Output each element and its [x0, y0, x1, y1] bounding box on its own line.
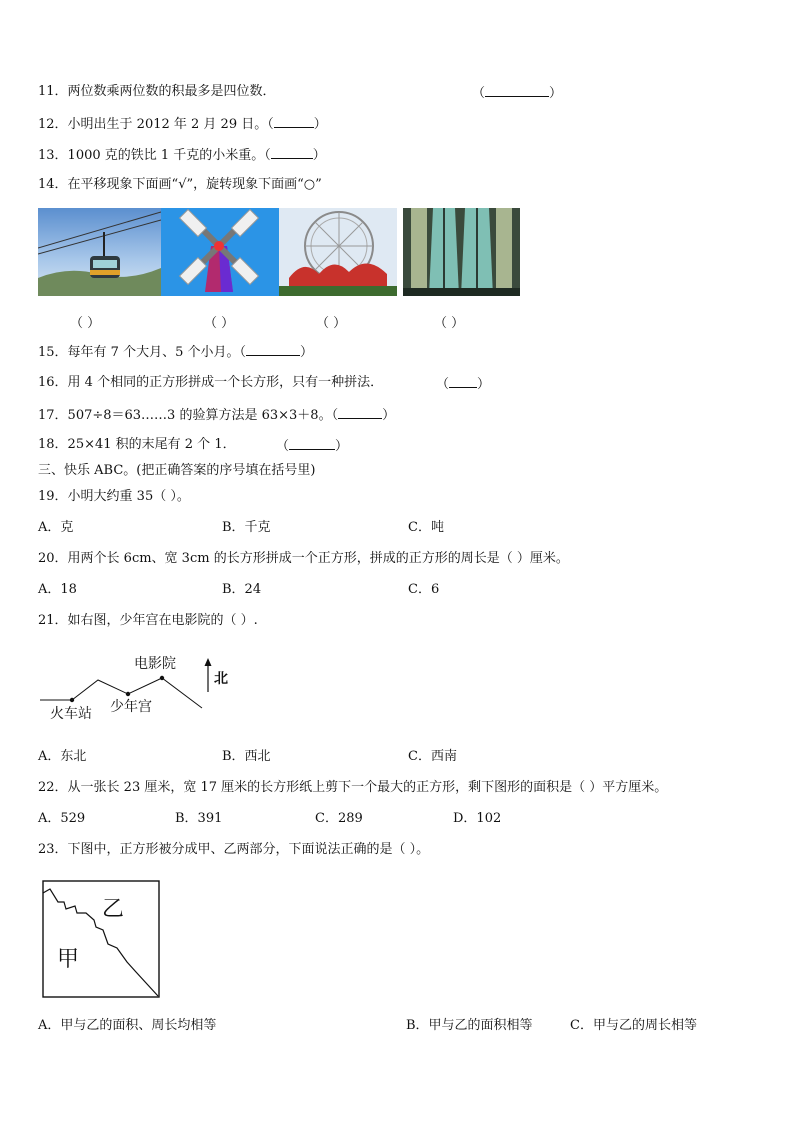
answer-blank-17[interactable] [338, 406, 382, 419]
answer-blank-12[interactable] [274, 115, 314, 128]
q23-option-b[interactable]: B．甲与乙的面积相等 [406, 1018, 533, 1033]
question-13: 13．1000 克的铁比 1 千克的小米重。（ ） [38, 148, 326, 163]
q21-option-b[interactable]: B．西北 [222, 749, 271, 764]
region-label-yi: 乙 [102, 897, 125, 922]
q23-option-a[interactable]: A．甲与乙的面积、周长均相等 [38, 1018, 217, 1033]
question-12: 12．小明出生于 2012 年 2 月 29 日。（ ） [38, 117, 327, 132]
q14-answer-2[interactable]: （ ） [204, 316, 235, 331]
map-label-north: 北 [214, 671, 228, 687]
region-label-jia: 甲 [57, 947, 80, 972]
answer-blank-11[interactable]: （ ） [472, 86, 563, 101]
question-19: 19．小明大约重 35（ ）。 [38, 489, 190, 504]
q21-option-a[interactable]: A．东北 [38, 749, 87, 764]
question-15: 15．每年有 7 个大月、5 个小月。（ ） [38, 345, 313, 360]
question-17: 17．507÷8＝63……3 的验算方法是 63×3＋8。（ ） [38, 408, 396, 423]
escalator-image [403, 208, 520, 296]
answer-blank-13[interactable] [271, 146, 313, 159]
q22-option-c[interactable]: C．289 [315, 811, 363, 826]
question-23: 23．下图中，正方形被分成甲、乙两部分，下面说法正确的是（ ）。 [38, 842, 430, 857]
question-14: 14．在平移现象下面画“√”，旋转现象下面画“○” [38, 177, 322, 192]
q20-option-a[interactable]: A．18 [38, 582, 77, 597]
map-label-cinema: 电影院 [134, 656, 176, 672]
q20-option-c[interactable]: C．6 [408, 582, 440, 597]
divided-square-figure [42, 880, 160, 998]
ferris-wheel-image [279, 208, 397, 296]
q22-option-b[interactable]: B．391 [175, 811, 223, 826]
answer-blank-16[interactable]: （ ） [436, 377, 491, 392]
map-label-station: 火车站 [50, 706, 92, 722]
question-16: 16．用 4 个相同的正方形拼成一个长方形，只有一种拼法． [38, 375, 384, 390]
windmill-image [161, 208, 279, 296]
palace-dot [126, 692, 130, 696]
cinema-dot [160, 676, 164, 680]
section-3-heading: 三、快乐 ABC。(把正确答案的序号填在括号里) [38, 463, 316, 478]
question-22: 22．从一张长 23 厘米，宽 17 厘米的长方形纸上剪下一个最大的正方形，剩下图形的面积是（ ）平方厘米。 [38, 780, 668, 795]
question-18: 18．25×41 积的末尾有 2 个 1． [38, 437, 236, 452]
question-11: 11．两位数乘两位数的积最多是四位数． [38, 84, 276, 99]
answer-blank-18[interactable]: （ ） [276, 439, 349, 454]
answer-blank-15[interactable] [246, 343, 300, 356]
q19-option-c[interactable]: C．吨 [408, 520, 444, 535]
map-label-palace: 少年宫 [110, 699, 152, 715]
q14-answer-1[interactable]: （ ） [70, 316, 101, 331]
station-dot [70, 698, 74, 702]
q20-option-b[interactable]: B．24 [222, 582, 262, 597]
q22-option-d[interactable]: D．102 [453, 811, 502, 826]
q19-option-b[interactable]: B．千克 [222, 520, 271, 535]
q14-answer-4[interactable]: （ ） [434, 316, 465, 331]
q23-option-c[interactable]: C．甲与乙的周长相等 [570, 1018, 697, 1033]
question-21: 21．如右图，少年宫在电影院的（ ）. [38, 613, 258, 628]
q19-option-a[interactable]: A．克 [38, 520, 74, 535]
q21-option-c[interactable]: C．西南 [408, 749, 457, 764]
q22-option-a[interactable]: A．529 [38, 811, 86, 826]
q14-answer-3[interactable]: （ ） [316, 316, 347, 331]
cable-car-image [38, 208, 161, 296]
question-20: 20．用两个长 6cm、宽 3cm 的长方形拼成一个正方形，拼成的正方形的周长是（ ）厘米。 [38, 551, 569, 566]
